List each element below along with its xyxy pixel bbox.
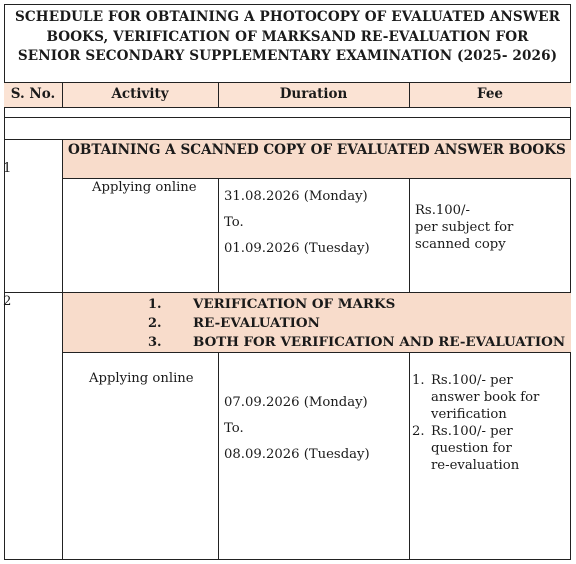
column-header-sno: S. No.: [10, 86, 56, 102]
divider: [4, 117, 571, 118]
column-header-fee: Fee: [476, 86, 504, 102]
divider: [4, 107, 571, 108]
column-header-duration: Duration: [279, 86, 348, 102]
section-2-numbers: [148, 295, 162, 352]
fee-item-1-line-1: Rs.100/- per: [431, 373, 513, 388]
divider: [409, 352, 410, 560]
fee-item-2-line-1: Rs.100/- per: [431, 424, 513, 439]
row-2-duration-to: To.: [224, 421, 244, 436]
divider: [62, 139, 63, 560]
row-1-duration: [224, 184, 370, 262]
fee-item-1-line-2: answer book for: [431, 390, 540, 405]
row-2-duration-end: 08.09.2026 (Tuesday): [224, 447, 370, 462]
fee-item-1-num: 1.: [412, 373, 425, 388]
row-1-fee: [415, 202, 513, 253]
row-2-duration: [224, 390, 370, 468]
row-2-fee-item-2: [412, 423, 539, 474]
row-2-duration-start: 07.09.2026 (Monday): [224, 395, 368, 410]
column-header-activity: Activity: [111, 86, 169, 102]
row-1-duration-start: 31.08.2026 (Monday): [224, 189, 368, 204]
divider: [62, 352, 571, 353]
row-2-sno: 2: [3, 294, 12, 309]
row-2-fee-list: [412, 372, 539, 474]
heading-line-1: SCHEDULE FOR OBTAINING A PHOTOCOPY OF EVALUATED ANSWER: [14, 9, 561, 25]
fee-item-1-line-3: verification: [431, 407, 507, 422]
fee-item-2-text: [431, 423, 519, 474]
schedule-heading: [4, 8, 571, 67]
row-1-duration-to: To.: [224, 215, 244, 230]
section-2-item-2: RE-EVALUATION: [193, 315, 320, 331]
divider: [4, 82, 571, 83]
heading-line-2: BOOKS, VERIFICATION OF MARKSAND RE-EVALUATION FOR: [46, 28, 529, 45]
fee-item-2-line-2: question for: [431, 441, 512, 456]
divider: [409, 82, 410, 107]
section-2-item-2-num: 2.: [148, 316, 162, 331]
section-2-items: [193, 295, 565, 352]
row-1-duration-end: 01.09.2026 (Tuesday): [224, 241, 370, 256]
heading-line-3: SENIOR SECONDARY SUPPLEMENTARY EXAMINATION (2025- 2026): [17, 48, 558, 64]
row-1-fee-line-1: Rs.100/-: [415, 203, 470, 218]
fee-item-2-num: 2.: [412, 424, 425, 439]
divider: [62, 82, 63, 107]
row-2-activity: Applying online: [89, 371, 194, 386]
fee-item-2-line-3: re-evaluation: [431, 458, 520, 473]
section-2-item-1: VERIFICATION OF MARKS: [193, 296, 396, 312]
section-2-item-3: BOTH FOR VERIFICATION AND RE-EVALUATION: [193, 334, 566, 350]
section-2-item-1-num: 1.: [148, 297, 162, 312]
divider: [409, 178, 410, 292]
fee-item-1-text: [431, 372, 539, 423]
row-1-fee-line-3: scanned copy: [415, 237, 506, 252]
section-1-title: OBTAINING A SCANNED COPY OF EVALUATED ANSWER BOOKS: [68, 142, 566, 158]
row-1-fee-line-2: per subject for: [415, 220, 514, 235]
divider: [218, 178, 219, 292]
row-1-sno: 1: [3, 161, 12, 176]
divider: [218, 82, 219, 107]
row-1-activity: Applying online: [92, 180, 197, 195]
section-2-item-3-num: 3.: [148, 335, 162, 350]
divider: [218, 352, 219, 560]
row-2-fee-item-1: [412, 372, 539, 423]
